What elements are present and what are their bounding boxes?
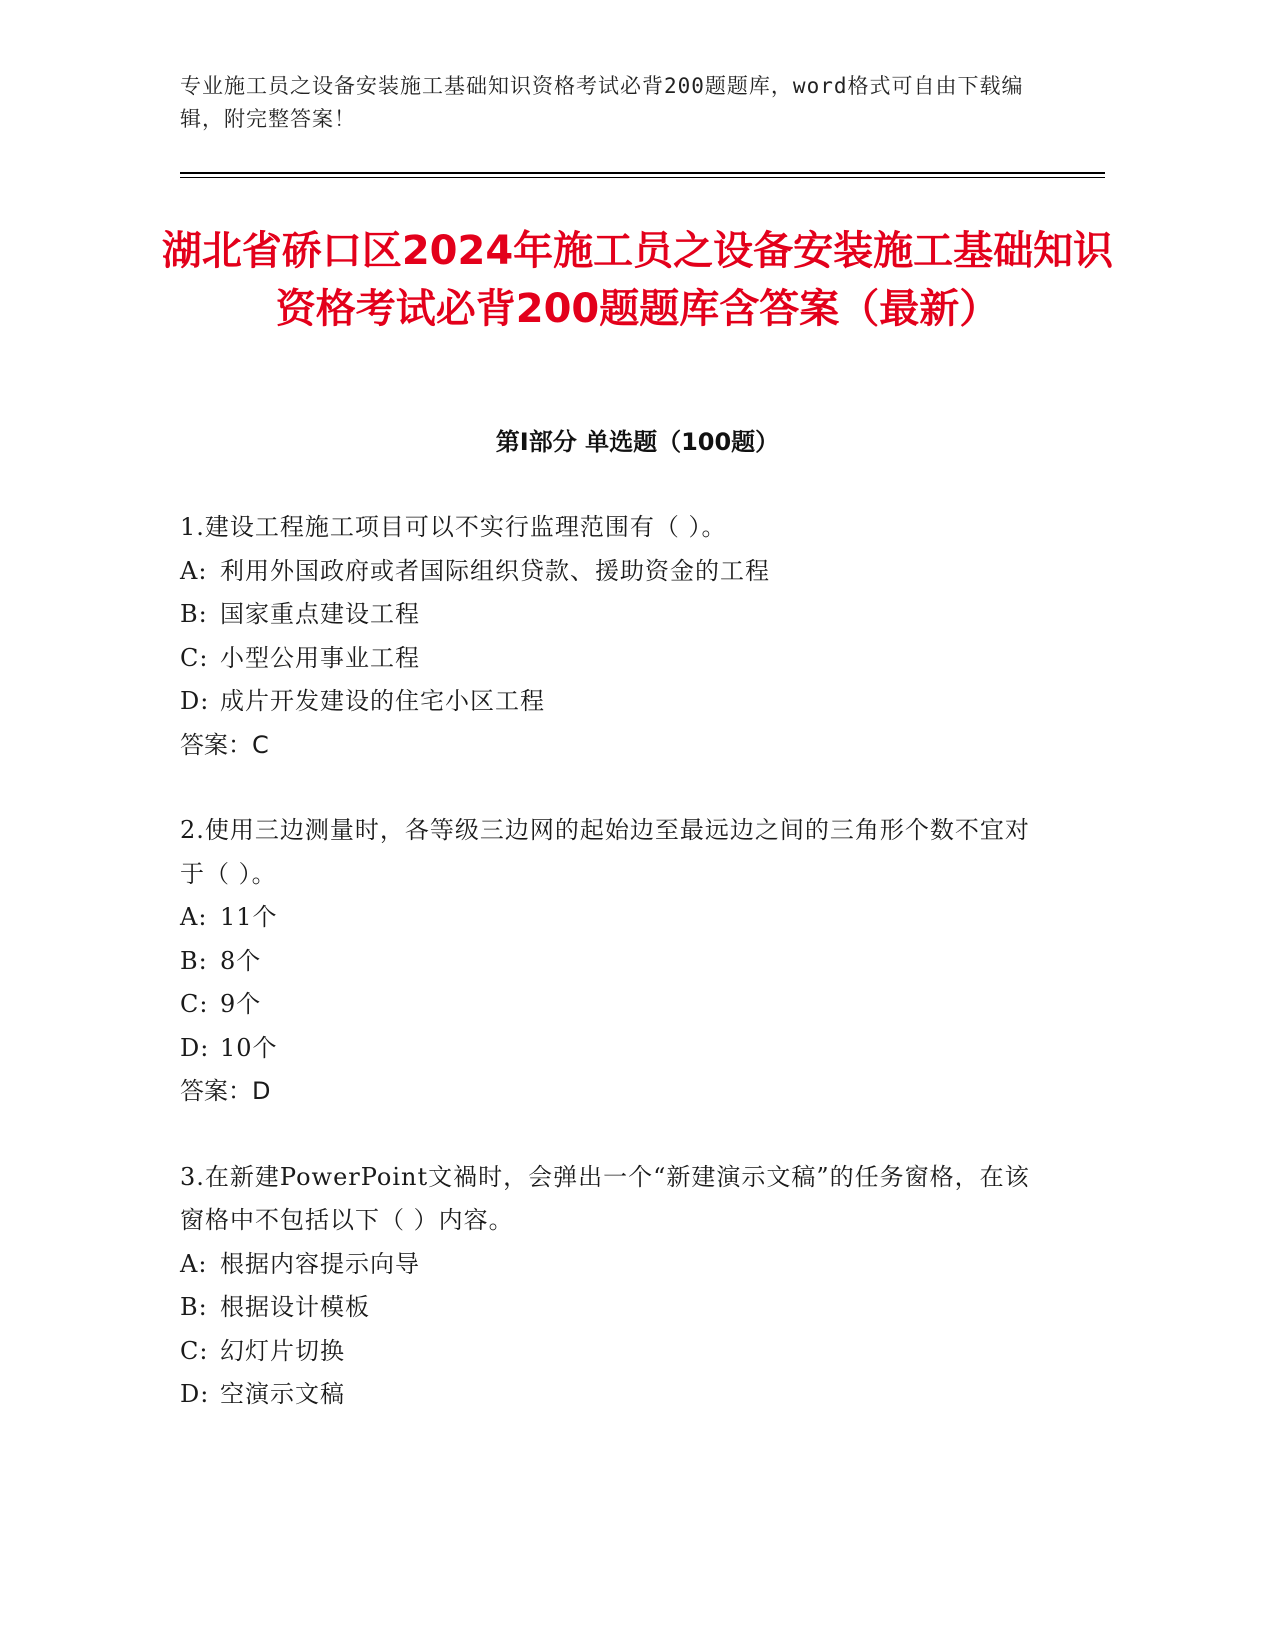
option-text: 8个 <box>220 946 262 975</box>
question-text: 1.建设工程施工项目可以不实行监理范围有（ ）。 <box>180 513 727 541</box>
question-item <box>180 1156 1040 1417</box>
option-text: 国家重点建设工程 <box>220 600 420 628</box>
option-text: 10个 <box>220 1033 278 1062</box>
option-b <box>180 593 1040 637</box>
header-divider-thin <box>180 177 1105 178</box>
option-text: 根据内容提示向导 <box>220 1249 420 1278</box>
header-note: 专业施工员之设备安装施工基础知识资格考试必背200题题库，word格式可自由下载编辑，附完整答案！ <box>180 74 1024 131</box>
option-d <box>180 1373 1040 1417</box>
option-letter: B: <box>180 600 208 628</box>
option-text: 11个 <box>220 903 278 931</box>
option-b <box>180 940 1040 984</box>
document-title: 湖北省硚口区2024年施工员之设备安装施工基础知识资格考试必背200题题库含答案（最新） <box>161 228 1114 332</box>
option-a <box>180 896 1040 940</box>
option-letter: D: <box>180 1380 210 1408</box>
option-letter: D: <box>180 1033 210 1062</box>
answer-line: 答案：D <box>180 1077 271 1105</box>
header-divider-thick <box>180 172 1105 174</box>
option-c <box>180 637 1040 681</box>
option-text: 根据设计模板 <box>220 1293 370 1321</box>
answer-line: 答案：C <box>180 730 269 759</box>
section-heading: 第I部分 单选题（100题） <box>495 428 780 456</box>
question-item <box>180 809 1040 1114</box>
option-letter: B: <box>180 1293 208 1321</box>
option-text: 利用外国政府或者国际组织贷款、援助资金的工程 <box>220 556 770 585</box>
option-d <box>180 1027 1040 1071</box>
option-letter: C: <box>180 990 209 1018</box>
question-text: 2.使用三边测量时，各等级三边网的起始边至最远边之间的三角形个数不宜对于（ ）。 <box>180 816 1030 888</box>
question-item <box>180 506 1040 767</box>
option-d <box>180 680 1040 724</box>
option-a <box>180 550 1040 594</box>
option-c <box>180 983 1040 1027</box>
option-c <box>180 1330 1040 1374</box>
option-letter: C: <box>180 1336 209 1365</box>
option-b <box>180 1286 1040 1330</box>
option-letter: A: <box>180 556 208 585</box>
option-text: 成片开发建设的住宅小区工程 <box>220 687 545 715</box>
option-text: 幻灯片切换 <box>220 1336 345 1365</box>
question-text: 3.在新建PowerPoint文禍时，会弹出一个“新建演示文稿”的任务窗格，在该窗格中不包括以下（ ）内容。 <box>180 1162 1030 1234</box>
option-text: 小型公用事业工程 <box>220 643 420 672</box>
option-letter: B: <box>180 946 208 975</box>
option-letter: C: <box>180 643 209 672</box>
option-letter: A: <box>180 903 208 931</box>
option-a <box>180 1243 1040 1287</box>
option-text: 9个 <box>220 990 262 1018</box>
option-letter: D: <box>180 687 210 715</box>
question-list <box>180 506 1040 1459</box>
option-text: 空演示文稿 <box>220 1380 345 1408</box>
option-letter: A: <box>180 1249 208 1278</box>
